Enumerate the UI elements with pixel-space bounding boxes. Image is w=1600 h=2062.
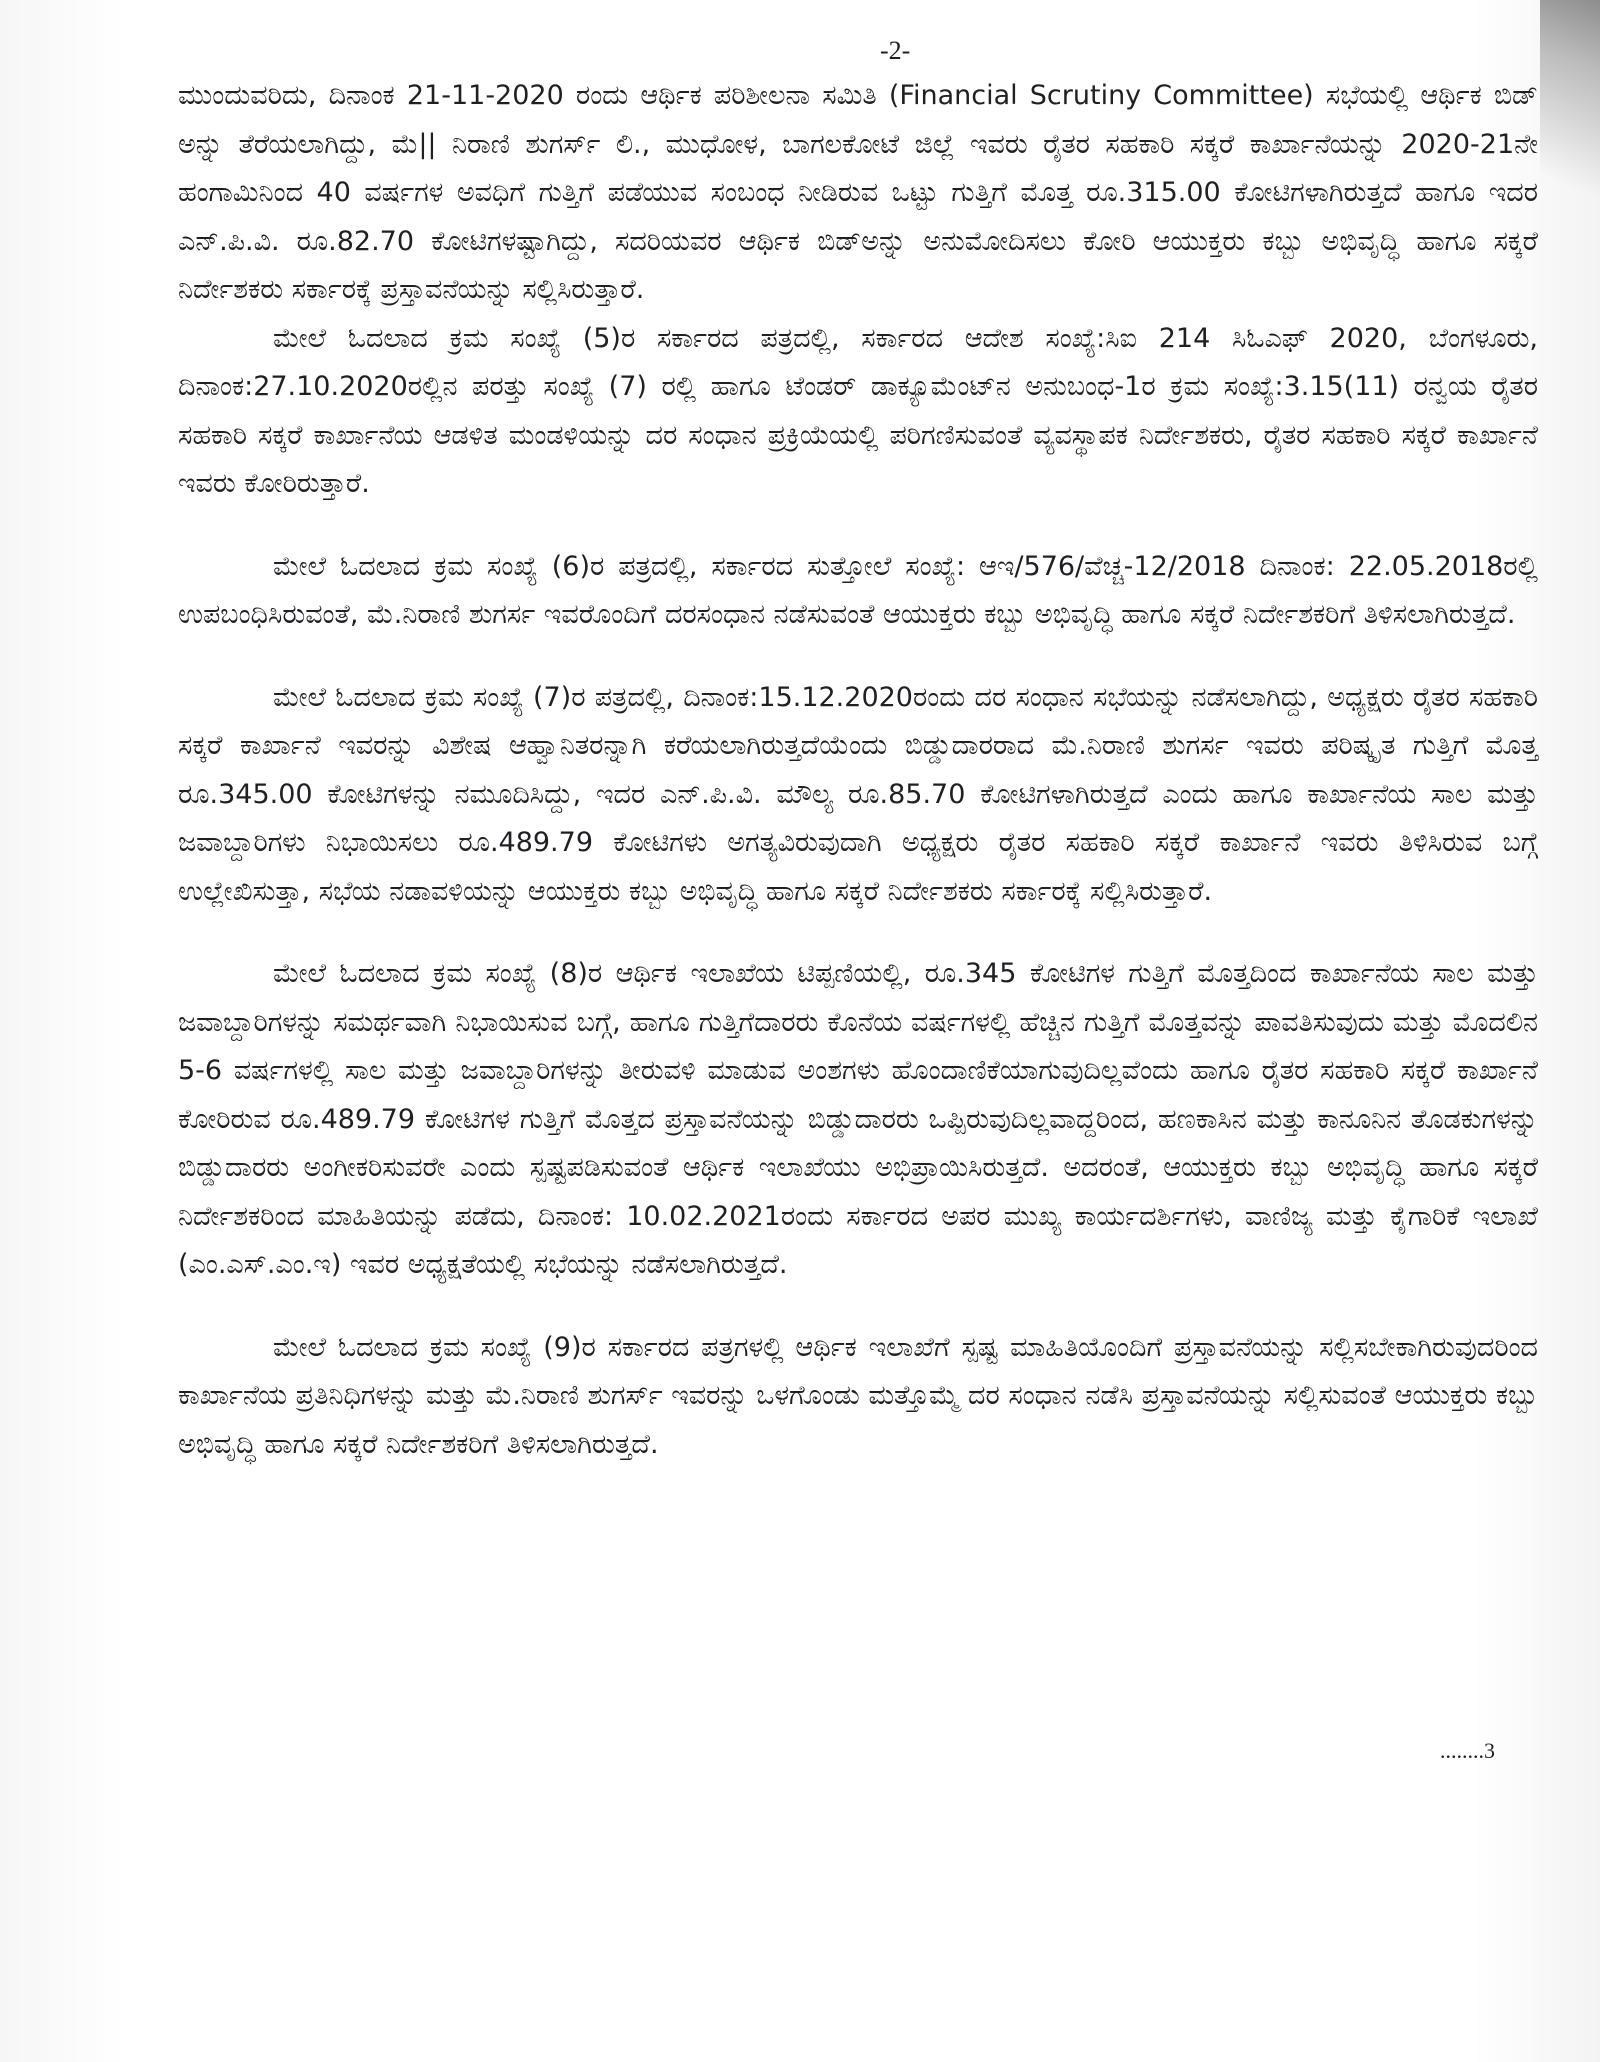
paragraph-renegotiation: ಮೇಲೆ ಓದಲಾದ ಕ್ರಮ ಸಂಖ್ಯೆ (9)ರ ಸರ್ಕಾರದ ಪತ್ರಗಳಲ್ಲಿ ಆರ್ಥಿಕ ಇಲಾಖೆಗೆ ಸ್ಪಷ್ಟ ಮಾಹಿತಿಯೊಂದಿಗೆ ಪ್ರಸ್ತಾವನೆಯನ್ನು ಸಲ್ಲಿಸಬೇಕಾಗಿರುವುದರಿಂದ ಕಾರ್ಖಾನೆಯ ಪ್ರತಿನಿಧಿಗಳನ್ನು ಮತ್ತು ಮೆ.ನಿರಾಣಿ ಶುಗರ್ಸ್ ಇವರನ್ನು ಒಳಗೊಂಡು ಮತ್ತೊಮ್ಮೆ ದರ ಸಂಧಾನ ನಡೆಸಿ ಪ್ರಸ್ತಾವನೆಯನ್ನು ಸಲ್ಲಿಸುವಂತೆ ಆಯುಕ್ತರು ಕಬ್ಬು ಅಭಿವೃದ್ಧಿ ಹಾಗೂ ಸಕ್ಕರೆ ನಿರ್ದೇಶಕರಿಗೆ ತಿಳಿಸಲಾಗಿರುತ್ತದೆ. [178,1331,1538,1460]
page-edge-shadow [1540,0,1600,260]
continuation-marker: ........3 [1440,1738,1495,1763]
paragraph-negotiation-meeting: ಮೇಲೆ ಓದಲಾದ ಕ್ರಮ ಸಂಖ್ಯೆ (7)ರ ಪತ್ರದಲ್ಲಿ, ದಿನಾಂಕ:15.12.2020ರಂದು ದರ ಸಂಧಾನ ಸಭೆಯನ್ನು ನಡೆಸಲಾಗಿದ್ದು, ಅಧ್ಯಕ್ಷರು ರೈತರ ಸಹಕಾರಿ ಸಕ್ಕರೆ ಕಾರ್ಖಾನೆ ಇವರನ್ನು ವಿಶೇಷ ಆಹ್ವಾನಿತರನ್ನಾಗಿ ಕರೆಯಲಾಗಿರುತ್ತದೆಯೆಂದು ಬಿಡ್ಡುದಾರರಾದ ಮೆ.ನಿರಾಣಿ ಶುಗರ್ಸ ಇವರು ಪರಿಷ್ಕೃತ ಗುತ್ತಿಗೆ ಮೊತ್ತ ರೂ.345.00 ಕೋಟಿಗಳನ್ನು ನಮೂದಿಸಿದ್ದು, ಇದರ ಎನ್.ಪಿ.ವಿ. ಮೌಲ್ಯ ರೂ.85.70 ಕೋಟಿಗಳಾಗಿರುತ್ತದೆ ಎಂದು ಹಾಗೂ ಕಾರ್ಖಾನೆಯ ಸಾಲ ಮತ್ತು ಜವಾಬ್ದಾರಿಗಳು ನಿಭಾಯಿಸಲು ರೂ.489.79 ಕೋಟಿಗಳು ಅಗತ್ಯವಿರುವುದಾಗಿ ಅಧ್ಯಕ್ಷರು ರೈತರ ಸಹಕಾರಿ ಸಕ್ಕರೆ ಕಾರ್ಖಾನೆ ಇವರು ತಿಳಿಸಿರುವ ಬಗ್ಗೆ ಉಲ್ಲೇಖಿಸುತ್ತಾ, ಸಭೆಯ ನಡಾವಳಿಯನ್ನು ಆಯುಕ್ತರು ಕಬ್ಬು ಅಭಿವೃದ್ಧಿ ಹಾಗೂ ಸಕ್ಕರೆ ನಿರ್ದೇಶಕರು ಸರ್ಕಾರಕ್ಕೆ ಸಲ್ಲಿಸಿರುತ್ತಾರೆ. [178,681,1538,907]
paragraph-finance-note: ಮೇಲೆ ಓದಲಾದ ಕ್ರಮ ಸಂಖ್ಯೆ (8)ರ ಆರ್ಥಿಕ ಇಲಾಖೆಯ ಟಿಪ್ಪಣಿಯಲ್ಲಿ, ರೂ.345 ಕೋಟಿಗಳ ಗುತ್ತಿಗೆ ಮೊತ್ತದಿಂದ ಕಾರ್ಖಾನೆಯ ಸಾಲ ಮತ್ತು ಜವಾಬ್ದಾರಿಗಳನ್ನು ಸಮರ್ಥವಾಗಿ ನಿಭಾಯಿಸುವ ಬಗ್ಗೆ, ಹಾಗೂ ಗುತ್ತಿಗೆದಾರರು ಕೊನೆಯ ವರ್ಷಗಳಲ್ಲಿ ಹೆಚ್ಚಿನ ಗುತ್ತಿಗೆ ಮೊತ್ತವನ್ನು ಪಾವತಿಸುವುದು ಮತ್ತು ಮೊದಲಿನ 5-6 ವರ್ಷಗಳಲ್ಲಿ ಸಾಲ ಮತ್ತು ಜವಾಬ್ದಾರಿಗಳನ್ನು ತೀರುವಳಿ ಮಾಡುವ ಅಂಶಗಳು ಹೊಂದಾಣಿಕೆಯಾಗುವುದಿಲ್ಲವೆಂದು ಹಾಗೂ ರೈತರ ಸಹಕಾರಿ ಸಕ್ಕರೆ ಕಾರ್ಖಾನೆ ಕೋರಿರುವ ರೂ.489.79 ಕೋಟಿಗಳ ಗುತ್ತಿಗೆ ಮೊತ್ತದ ಪ್ರಸ್ತಾವನೆಯನ್ನು ಬಿಡ್ಡುದಾರರು ಒಪ್ಪಿರುವುದಿಲ್ಲವಾದ್ದರಿಂದ, ಹಣಕಾಸಿನ ಮತ್ತು ಕಾನೂನಿನ ತೊಡಕುಗಳನ್ನು ಬಿಡ್ಡುದಾರರು ಅಂಗೀಕರಿಸುವರೇ ಎಂದು ಸ್ಪಷ್ಟಪಡಿಸುವಂತೆ ಆರ್ಥಿಕ ಇಲಾಖೆಯು ಅಭಿಪ್ರಾಯಿಸಿರುತ್ತದೆ. ಅದರಂತೆ, ಆಯುಕ್ತರು ಕಬ್ಬು ಅಭಿವೃದ್ಧಿ ಹಾಗೂ ಸಕ್ಕರೆ ನಿರ್ದೇಶಕರಿಂದ ಮಾಹಿತಿಯನ್ನು ಪಡೆದು, ದಿನಾಂಕ: 10.02.2021ರಂದು ಸರ್ಕಾರದ ಅಪರ ಮುಖ್ಯ ಕಾರ್ಯದರ್ಶಿಗಳು, ವಾಣಿಜ್ಯ ಮತ್ತು ಕೈಗಾರಿಕೆ ಇಲಾಖೆ (ಎಂ.ಎಸ್.ಎಂ.ಇ) ಇವರ ಅಧ್ಯಕ್ಷತೆಯಲ್ಲಿ ಸಭೆಯನ್ನು ನಡೆಸಲಾಗಿರುತ್ತದೆ. [178,958,1538,1280]
page-number: -2- [880,36,911,65]
paragraph-financial-bid: ಮುಂದುವರಿದು, ದಿನಾಂಕ 21-11-2020 ರಂದು ಆರ್ಥಿಕ ಪರಿಶೀಲನಾ ಸಮಿತಿ (Financial Scrutiny Committee) ಸಭೆಯಲ್ಲಿ ಆರ್ಥಿಕ ಬಿಡ್ ಅನ್ನು ತೆರೆಯಲಾಗಿದ್ದು, ಮೆ|| ನಿರಾಣಿ ಶುಗರ್ಸ್ ಲಿ., ಮುಧೋಳ, ಬಾಗಲಕೋಟೆ ಜಿಲ್ಲೆ ಇವರು ರೈತರ ಸಹಕಾರಿ ಸಕ್ಕರೆ ಕಾರ್ಖಾನೆಯನ್ನು 2020-21ನೇ ಹಂಗಾಮಿನಿಂದ 40 ವರ್ಷಗಳ ಅವಧಿಗೆ ಗುತ್ತಿಗೆ ಪಡೆಯುವ ಸಂಬಂಧ ನೀಡಿರುವ ಒಟ್ಟು ಗುತ್ತಿಗೆ ಮೊತ್ತ ರೂ.315.00 ಕೋಟಿಗಳಾಗಿರುತ್ತದೆ ಹಾಗೂ ಇದರ ಎನ್.ಪಿ.ವಿ. ರೂ.82.70 ಕೋಟಿಗಳಷ್ಟಾಗಿದ್ದು, ಸದರಿಯವರ ಆರ್ಥಿಕ ಬಿಡ್‌ಅನ್ನು ಅನುಮೋದಿಸಲು ಕೋರಿ ಆಯುಕ್ತರು ಕಬ್ಬು ಅಭಿವೃದ್ಧಿ ಹಾಗೂ ಸಕ್ಕರೆ ನಿರ್ದೇಶಕರು ಸರ್ಕಾರಕ್ಕೆ ಪ್ರಸ್ತಾವನೆಯನ್ನು ಸಲ್ಲಿಸಿರುತ್ತಾರೆ. [178,80,1538,305]
paragraph-circular: ಮೇಲೆ ಓದಲಾದ ಕ್ರಮ ಸಂಖ್ಯೆ (6)ರ ಪತ್ರದಲ್ಲಿ, ಸರ್ಕಾರದ ಸುತ್ತೋಲೆ ಸಂಖ್ಯೆ: ಆಇ/576/ವೆಚ್ಚ-12/2018 ದಿನಾಂಕ: 22.05.2018ರಲ್ಲಿ ಉಪಬಂಧಿಸಿರುವಂತೆ, ಮೆ.ನಿರಾಣಿ ಶುಗರ್ಸ ಇವರೊಂದಿಗೆ ದರಸಂಧಾನ ನಡೆಸುವಂತೆ ಆಯುಕ್ತರು ಕಬ್ಬು ಅಭಿವೃದ್ಧಿ ಹಾಗೂ ಸಕ್ಕರೆ ನಿರ್ದೇಶಕರಿಗೆ ತಿಳಿಸಲಾಗಿರುತ್ತದೆ. [178,550,1538,630]
document-body [178,72,1538,1469]
paragraph-governing-body: ಮೇಲೆ ಓದಲಾದ ಕ್ರಮ ಸಂಖ್ಯೆ (5)ರ ಸರ್ಕಾರದ ಪತ್ರದಲ್ಲಿ, ಸರ್ಕಾರದ ಆದೇಶ ಸಂಖ್ಯೆ:ಸಿಐ 214 ಸಿಓಎಫ್ 2020, ಬೆಂಗಳೂರು, ದಿನಾಂಕ:27.10.2020ರಲ್ಲಿನ ಪರತ್ತು ಸಂಖ್ಯೆ (7) ರಲ್ಲಿ ಹಾಗೂ ಟೆಂಡರ್ ಡಾಕ್ಯೂಮೆಂಟ್‌ನ ಅನುಬಂಧ-1ರ ಕ್ರಮ ಸಂಖ್ಯೆ:3.15(11) ರನ್ವಯ ರೈತರ ಸಹಕಾರಿ ಸಕ್ಕರೆ ಕಾರ್ಖಾನೆಯ ಆಡಳಿತ ಮಂಡಳಿಯನ್ನು ದರ ಸಂಧಾನ ಪ್ರಕ್ರಿಯೆಯಲ್ಲಿ ಪರಿಗಣಿಸುವಂತೆ ವ್ಯವಸ್ಥಾಪಕ ನಿರ್ದೇಶಕರು, ರೈತರ ಸಹಕಾರಿ ಸಕ್ಕರೆ ಕಾರ್ಖಾನೆ ಇವರು ಕೋರಿರುತ್ತಾರೆ. [178,322,1538,499]
